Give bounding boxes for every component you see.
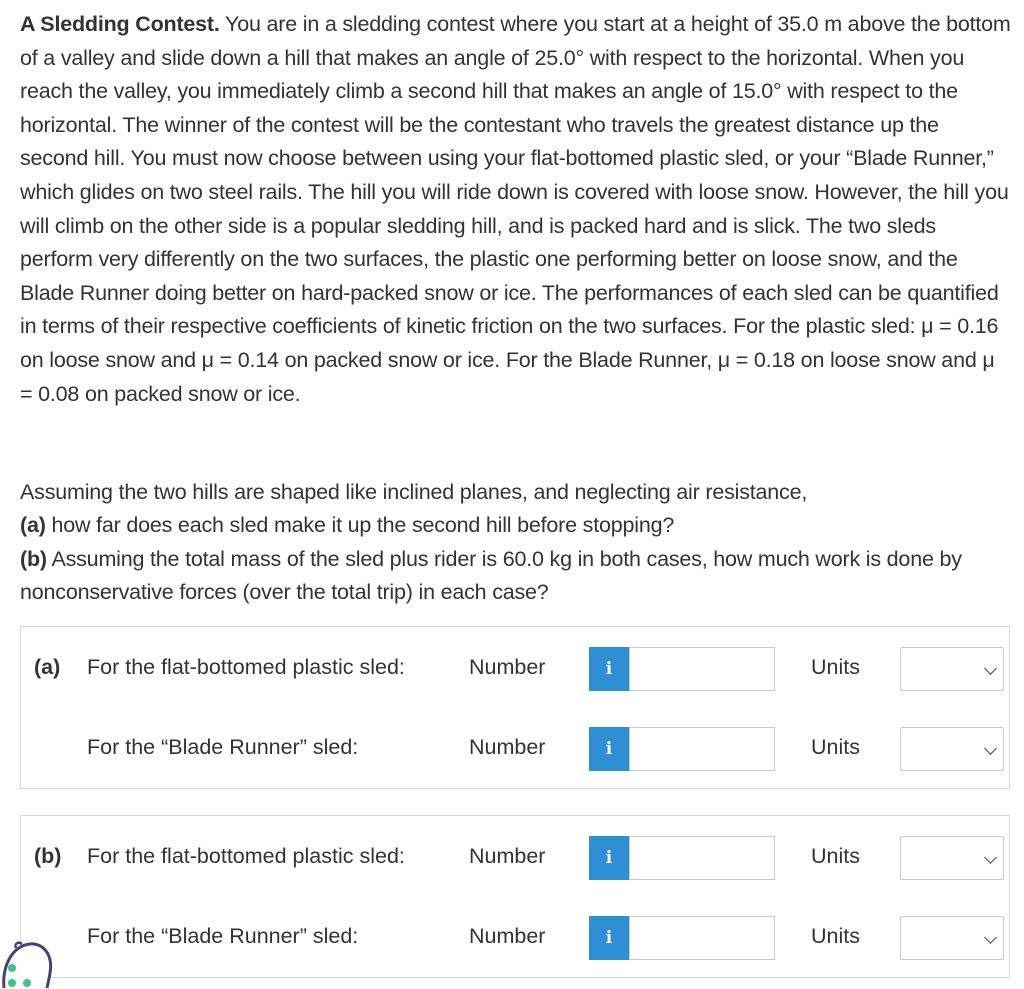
- chevron-down-icon: [984, 742, 997, 755]
- problem-title: A Sledding Contest.: [20, 12, 220, 36]
- answer-box-part-b: [20, 815, 1010, 978]
- units-select[interactable]: [900, 727, 1004, 771]
- info-icon[interactable]: i: [589, 836, 629, 880]
- number-label: Number: [469, 655, 546, 679]
- question-b: (b) Assuming the total mass of the sled plus rider is 60.0 kg in both cases, how much work is done by nonconservative forces (over the total trip) in each case?: [20, 546, 962, 605]
- number-input[interactable]: [629, 727, 775, 771]
- row-label: For the “Blade Runner” sled:: [87, 924, 359, 948]
- units-label: Units: [811, 655, 860, 679]
- units-select[interactable]: [900, 916, 1004, 960]
- row-label: For the flat-bottomed plastic sled:: [87, 844, 405, 868]
- info-icon[interactable]: i: [589, 916, 629, 960]
- part-label: (a): [34, 655, 61, 679]
- question-a: (a) how far does each sled make it up the second hill before stopping?: [20, 513, 675, 538]
- units-label: Units: [811, 924, 860, 948]
- answer-row: [21, 645, 1009, 693]
- units-select[interactable]: [900, 836, 1004, 880]
- chevron-down-icon: [984, 851, 997, 864]
- info-icon[interactable]: i: [589, 647, 629, 691]
- number-label: Number: [469, 924, 546, 948]
- answer-row: [21, 725, 1009, 773]
- units-select[interactable]: [900, 647, 1004, 691]
- units-label: Units: [811, 735, 860, 759]
- answer-row: [21, 834, 1009, 882]
- row-label: For the “Blade Runner” sled:: [87, 735, 359, 759]
- question-intro: Assuming the two hills are shaped like inclined planes, and neglecting air resistance,: [20, 480, 808, 504]
- number-label: Number: [469, 735, 546, 759]
- info-icon[interactable]: i: [589, 727, 629, 771]
- problem-statement: [20, 8, 1012, 411]
- answer-box-part-a: [20, 626, 1010, 789]
- part-label: (b): [34, 844, 62, 868]
- number-input[interactable]: [629, 647, 775, 691]
- chevron-down-icon: [984, 931, 997, 944]
- number-input[interactable]: [629, 916, 775, 960]
- units-label: Units: [811, 844, 860, 868]
- chevron-down-icon: [984, 662, 997, 675]
- problem-text: You are in a sledding contest where you start at a height of 35.0 m above the bottom of a valley and slide down a hill that makes an angle of 25.0° with respect to the horizontal. When you reach the valley, you immediately climb a second hill that makes an angle of 15.0° with respect to the horizontal. The winner of the contest will be the contestant who travels the greatest distance up the second hill. You must now choose between using your flat-bottomed plastic sled, or your “Blade Runner,” which glides on two steel rails. The hill you will ride down is covered with loose snow. However, the hill you will climb on the other side is a popular sledding hill, and is packed hard and is slick. The two sleds perform very differently on the two surfaces, the plastic one performing better on loose snow, and the Blade Runner doing better on hard-packed snow or ice. The performances of each sled can be quantified in terms of their respective coefficients of kinetic friction on the two surfaces. For the plastic sled: μ = 0.16 on loose snow and μ = 0.14 on packed snow or ice. For the Blade Runner, μ = 0.18 on loose snow and μ = 0.08 on packed snow or ice.: [20, 12, 1011, 406]
- question-block: [20, 476, 1012, 610]
- answer-row: [21, 914, 1009, 962]
- mascot-icon: [0, 938, 56, 989]
- row-label: For the flat-bottomed plastic sled:: [87, 655, 405, 679]
- number-input[interactable]: [629, 836, 775, 880]
- number-label: Number: [469, 844, 546, 868]
